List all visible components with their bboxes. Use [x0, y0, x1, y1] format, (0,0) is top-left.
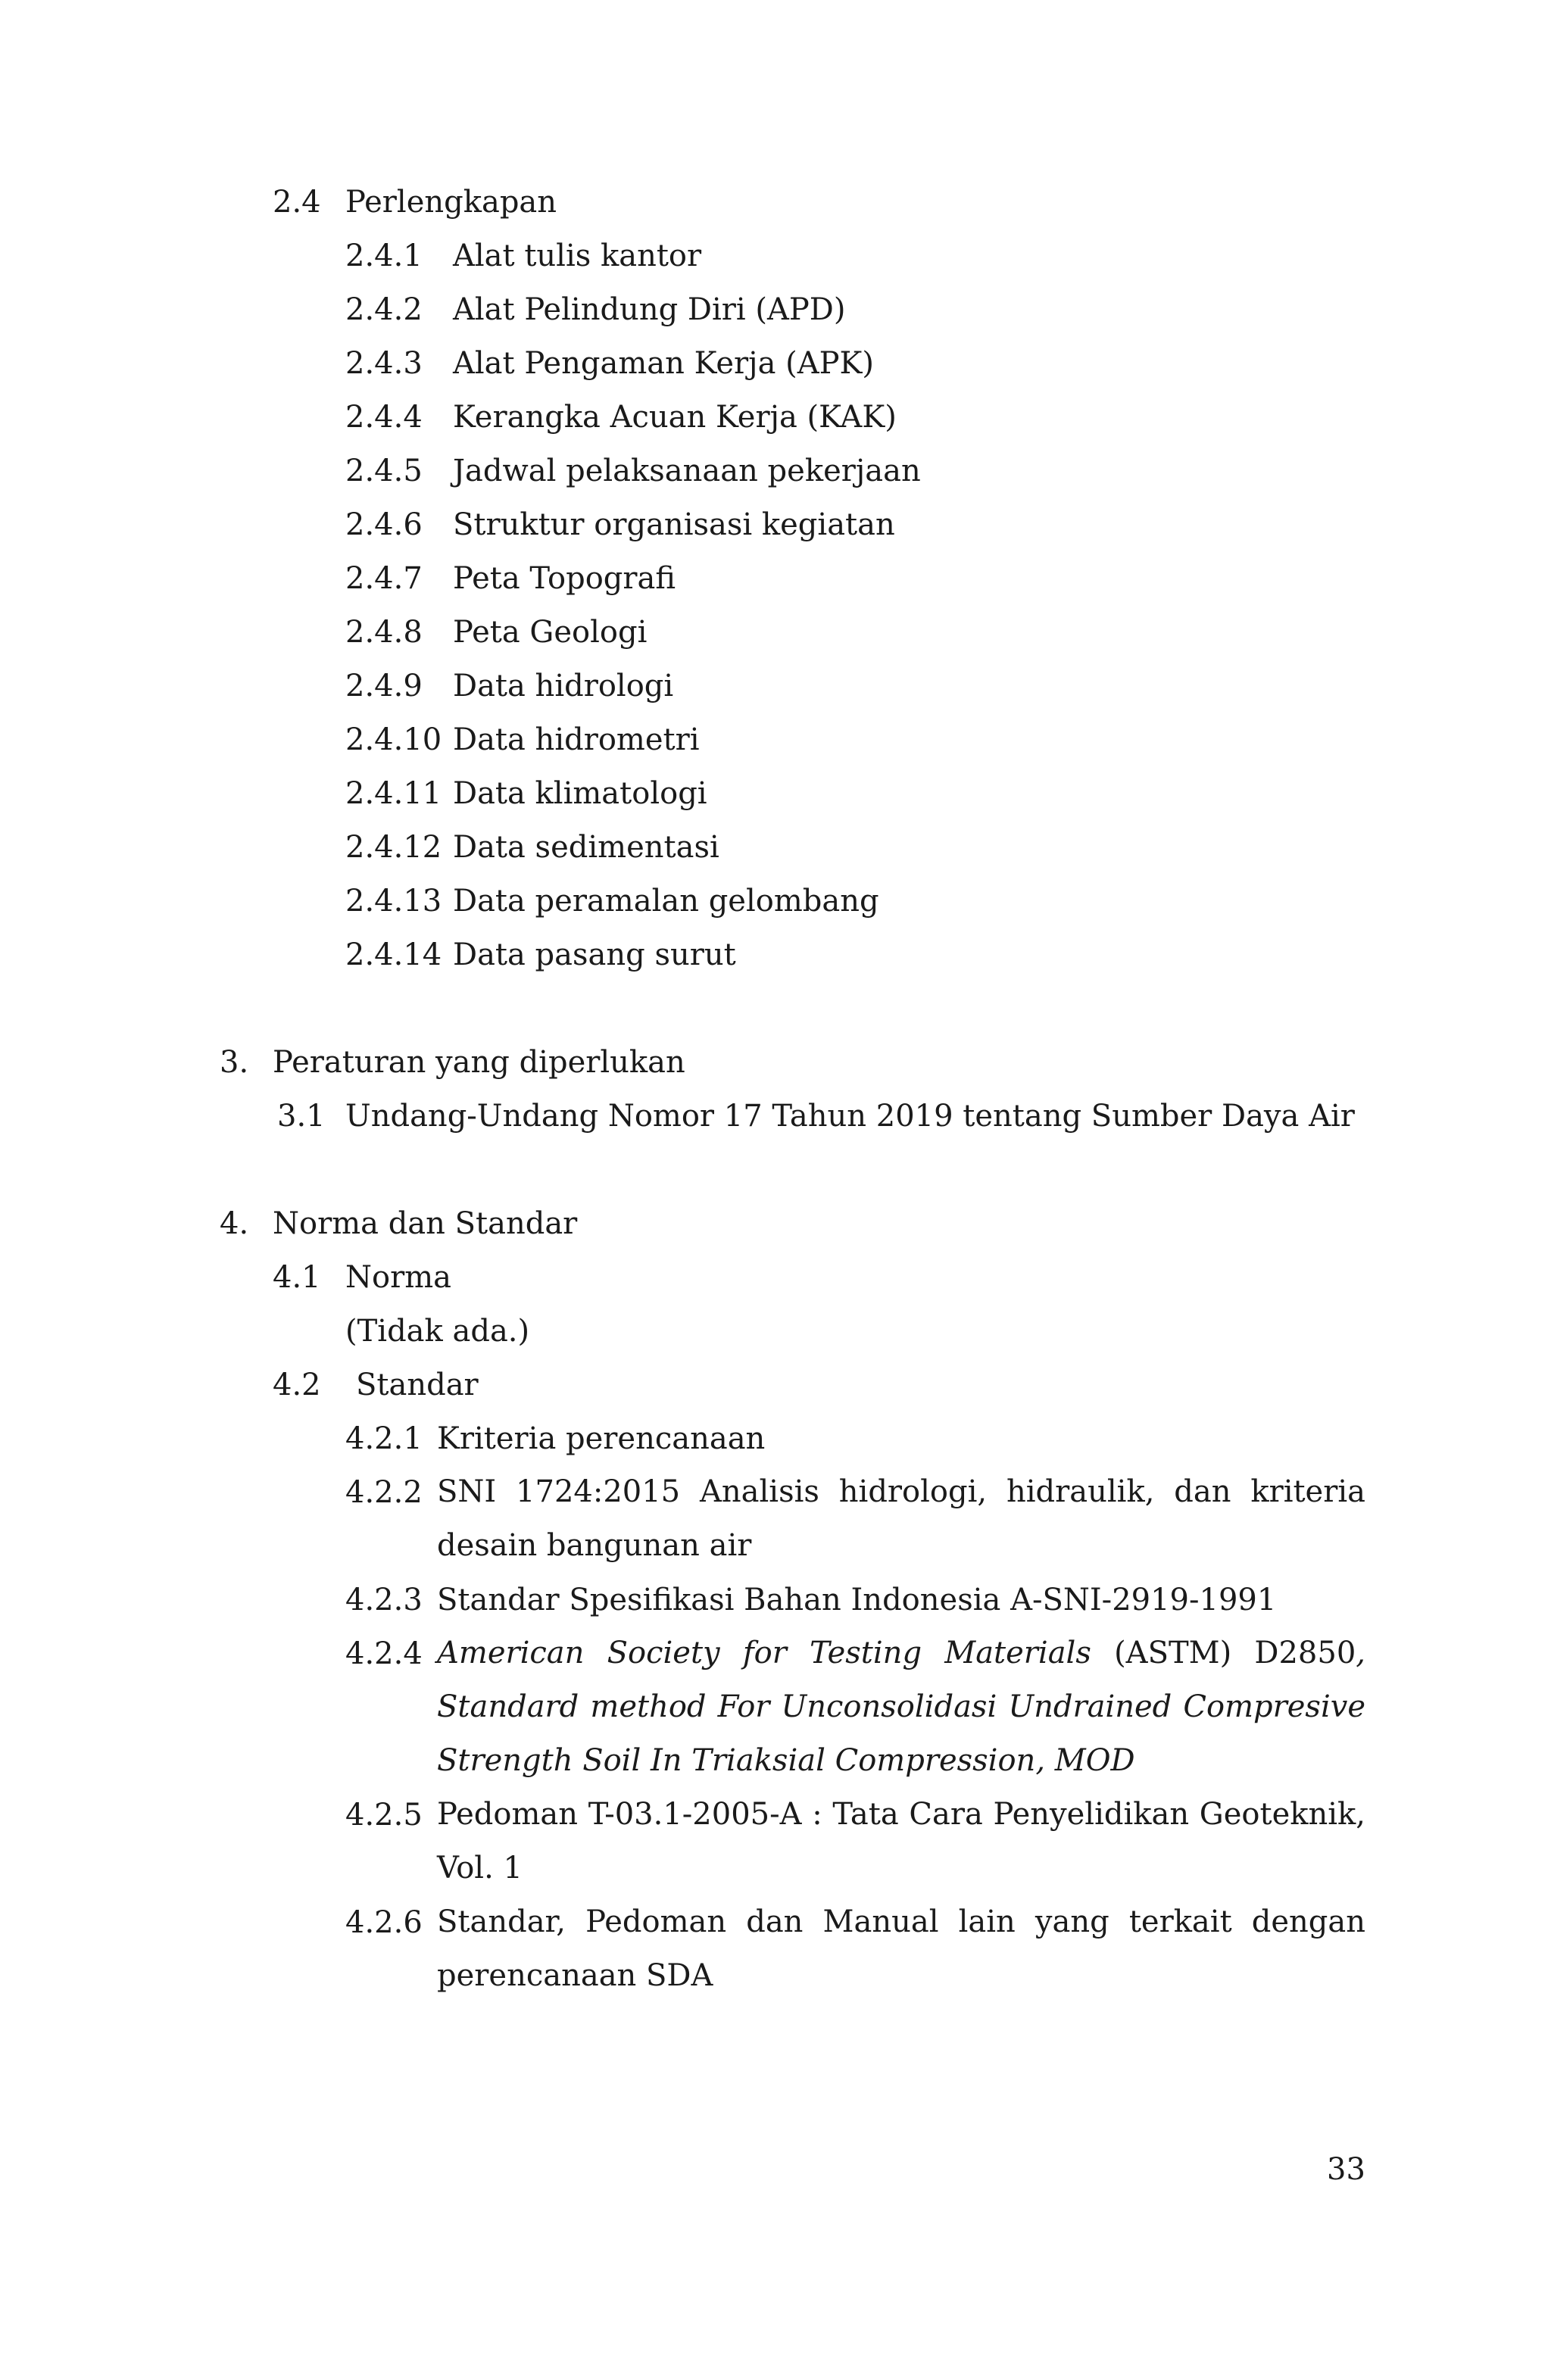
section-title: Perlengkapan	[345, 185, 557, 220]
list-item-number: 2.4.6	[345, 507, 423, 542]
list-item-number: 2.4.14	[345, 937, 442, 972]
list-item: Data hidrometri	[453, 722, 700, 757]
subsection-number: 4.2	[273, 1368, 321, 1402]
list-item-number: 4.2.2	[345, 1475, 423, 1510]
list-item-number: 2.4.12	[345, 830, 442, 865]
list-item-number: 4.2.1	[345, 1421, 423, 1456]
list-item: Data peramalan gelombang	[453, 884, 879, 919]
subsection-title: Standar	[356, 1368, 479, 1402]
list-item: Jadwal pelaksanaan pekerjaan	[453, 454, 921, 488]
standard-method-italic: , Standard method For Unconsolidasi Undrained Compresive Strength Soil In Triaksial Compression, MOD	[437, 1636, 1365, 1778]
list-item: Peta Topografi	[453, 561, 676, 596]
list-item: Kriteria perencanaan	[437, 1421, 766, 1456]
list-item-number: 2.4.1	[345, 239, 423, 273]
list-item-number: 2.4.13	[345, 884, 442, 919]
list-item: Undang-Undang Nomor 17 Tahun 2019 tentang Sumber Daya Air	[345, 1099, 1355, 1134]
list-item-number: 2.4.11	[345, 776, 442, 811]
section-title: Norma dan Standar	[273, 1206, 578, 1241]
list-item: Peta Geologi	[453, 615, 648, 650]
list-item-number: 2.4.4	[345, 400, 423, 435]
list-item-number: 4.2.5	[345, 1798, 423, 1833]
section-title: Peraturan yang diperlukan	[273, 1045, 685, 1080]
list-item-number: 2.4.8	[345, 615, 423, 650]
list-item: Struktur organisasi kegiatan	[453, 507, 895, 542]
page-number: 33	[1327, 2152, 1365, 2187]
list-item-number: 4.2.6	[345, 1905, 423, 1940]
list-item-number: 4.2.4	[345, 1636, 423, 1671]
list-item: Data sedimentasi	[453, 830, 719, 865]
list-item: Kerangka Acuan Kerja (KAK)	[453, 400, 897, 435]
list-item: Pedoman T-03.1-2005-A : Tata Cara Penyelidikan Geoteknik, Vol. 1	[437, 1797, 1365, 1886]
standard-name-italic: American Society for Testing Materials	[437, 1636, 1091, 1670]
section-number: 2.4	[273, 185, 321, 220]
list-item: Alat Pelindung Diri (APD)	[453, 292, 846, 327]
section-number: 3.	[220, 1045, 249, 1080]
list-item	[437, 1627, 1365, 1788]
list-item: Data klimatologi	[453, 776, 707, 811]
list-item-number: 2.4.3	[345, 346, 423, 381]
list-item: Data hidrologi	[453, 669, 674, 703]
list-item-number: 2.4.2	[345, 292, 423, 327]
list-item: Standar, Pedoman dan Manual lain yang terkait dengan perencanaan SDA	[437, 1904, 1365, 1993]
list-item-number: 4.2.3	[345, 1583, 423, 1617]
list-item: SNI 1724:2015 Analisis hidrologi, hidraulik, dan kriteria desain bangunan air	[437, 1474, 1365, 1563]
list-item-number: 2.4.7	[345, 561, 423, 596]
list-item: Alat tulis kantor	[453, 239, 702, 273]
list-item-number: 2.4.9	[345, 669, 423, 703]
list-item: Data pasang surut	[453, 937, 736, 972]
list-item-number: 2.4.10	[345, 722, 442, 757]
list-item-number: 3.1	[277, 1099, 326, 1134]
standard-code: (ASTM) D2850	[1091, 1636, 1356, 1670]
list-item: Standar Spesifikasi Bahan Indonesia A-SNI-2919-1991	[437, 1583, 1277, 1617]
list-item: Alat Pengaman Kerja (APK)	[453, 346, 875, 381]
list-item-number: 2.4.5	[345, 454, 423, 488]
subsection-title: Norma	[345, 1260, 451, 1295]
subsection-number: 4.1	[273, 1260, 321, 1295]
section-number: 4.	[220, 1206, 249, 1241]
norma-note: (Tidak ada.)	[345, 1314, 530, 1349]
